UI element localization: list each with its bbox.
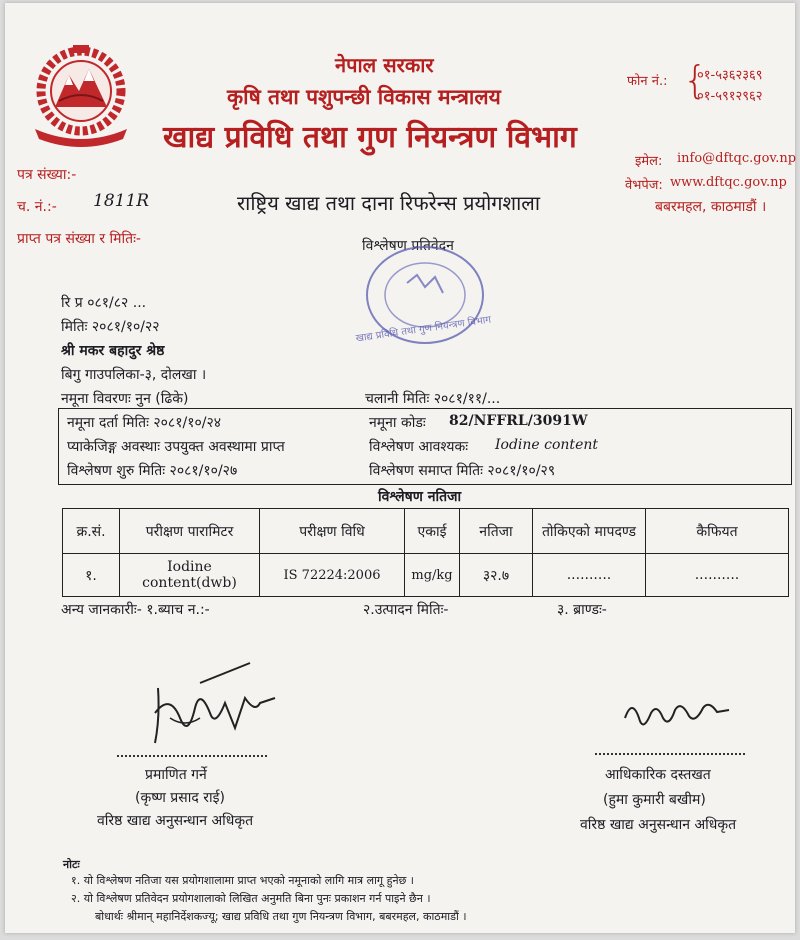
results-header-row bbox=[63, 509, 789, 554]
column-header: एकाई bbox=[405, 509, 460, 554]
results-table bbox=[62, 508, 789, 597]
lab-name: राष्ट्रिय खाद्य तथा दाना रिफरेन्स प्रयोगशाला bbox=[237, 191, 541, 215]
packaging-state: प्याकेजिङ्ग अवस्थाः उपयुक्त अवस्थामा प्राप्त bbox=[67, 439, 285, 455]
office-address: बबरमहल, काठमाडौं । bbox=[655, 199, 767, 215]
left-signer-role: प्रमाणित गर्ने bbox=[145, 767, 207, 783]
sample-description: नमूना विवरणः नुन (ढिके) bbox=[61, 391, 189, 407]
email-link[interactable]: info@dftqc.gov.np bbox=[677, 151, 797, 166]
column-header: कैफियत bbox=[646, 509, 789, 554]
column-header: तोकिएको मापदण्ड bbox=[533, 509, 646, 554]
recipient-name: श्री मकर बहादुर श्रेष्ठ bbox=[61, 343, 165, 359]
table-cell: IS 72224:2006 bbox=[260, 554, 405, 597]
cc-line: बोधार्थः श्रीमान् महानिर्देशकज्यू; खाद्य प्रविधि तथा गुण नियन्त्रण विभाग, बबरमहल, काठमाडौं । bbox=[95, 910, 467, 923]
other-info-batch: अन्य जानकारीः- १.ब्याच न.:- bbox=[61, 602, 210, 618]
right-signer-name: (हुमा कुमारी बखीम) bbox=[603, 792, 706, 808]
website-link[interactable]: www.dftqc.gov.np bbox=[670, 175, 787, 190]
sample-code-value: 82/NFFRL/3091W bbox=[449, 413, 588, 429]
analysis-start-date: विश्लेषण शुरु मितिः २०८१/१०/२७ bbox=[67, 463, 238, 479]
table-cell: mg/kg bbox=[405, 554, 460, 597]
website-label: वेभपेज: bbox=[625, 178, 663, 193]
dispatch-number-value: 1811R bbox=[93, 191, 150, 211]
nepal-government-emblem-icon bbox=[25, 39, 137, 151]
report-title: विश्लेषण प्रतिवेदन bbox=[362, 238, 454, 254]
table-cell: Iodine content(dwb) bbox=[120, 554, 260, 597]
seal-text: खाद्य प्रविधि तथा गुण नियन्त्रण विभाग bbox=[355, 314, 492, 345]
table-row bbox=[63, 554, 789, 597]
column-header: नतिजा bbox=[460, 509, 533, 554]
phone-brace-icon: { bbox=[683, 58, 708, 102]
analysis-end-date: विश्लेषण समाप्त मितिः २०८१/१०/२९ bbox=[369, 463, 556, 479]
dispatch-date: चलानी मितिः २०८१/११/... bbox=[365, 391, 501, 407]
results-title: विश्लेषण नतिजा bbox=[378, 489, 462, 505]
left-signature-icon bbox=[140, 658, 290, 753]
email-label: इमेल: bbox=[635, 154, 663, 169]
department-name: खाद्य प्रविधि तथा गुण नियन्त्रण विभाग bbox=[163, 120, 577, 155]
sample-code-label: नमूना कोडः bbox=[369, 415, 426, 431]
analysis-report-page bbox=[5, 3, 795, 933]
sample-info-box bbox=[58, 408, 792, 485]
ministry-name: कृषि तथा पशुपन्छी विकास मन्त्रालय bbox=[227, 85, 501, 109]
phone-number-2: ०१-५९१२९६२ bbox=[697, 89, 763, 104]
column-header: क्र.सं. bbox=[63, 509, 120, 554]
table-cell: .......... bbox=[533, 554, 646, 597]
other-info-manufacture-date: २.उत्पादन मितिः- bbox=[363, 602, 449, 618]
received-letter-label: प्राप्त पत्र संख्या र मितिः- bbox=[17, 231, 141, 247]
dispatch-number-label: च. नं.:- bbox=[17, 199, 57, 215]
reference-number: रि प्र ०८१/८२ ... bbox=[61, 295, 147, 311]
left-signer-title: वरिष्ठ खाद्य अनुसन्धान अधिकृत bbox=[97, 813, 254, 829]
right-signer-role: आधिकारिक दस्तखत bbox=[605, 767, 711, 783]
table-cell: ३२.७ bbox=[460, 554, 533, 597]
table-cell: १. bbox=[63, 554, 120, 597]
column-header: परीक्षण विधि bbox=[260, 509, 405, 554]
notes-heading: नोटः bbox=[63, 858, 80, 871]
table-cell: .......... bbox=[646, 554, 789, 597]
right-signer-title: वरिष्ठ खाद्य अनुसन्धान अधिकृत bbox=[580, 817, 737, 833]
phone-label: फोन नं.: bbox=[627, 74, 668, 89]
column-header: परीक्षण पारामिटर bbox=[120, 509, 260, 554]
left-signature-line bbox=[117, 755, 267, 757]
other-info-brand: ३. ब्राण्डः- bbox=[557, 602, 607, 618]
right-signature-icon bbox=[617, 688, 737, 748]
left-signer-name: (कृष्ण प्रसाद राई) bbox=[135, 790, 225, 806]
government-name: नेपाल सरकार bbox=[335, 53, 434, 77]
letter-number-label: पत्र संख्या:- bbox=[17, 167, 77, 183]
analysis-required-label: विश्लेषण आवश्यकः bbox=[369, 439, 469, 455]
analysis-required-value: Iodine content bbox=[495, 437, 598, 453]
recipient-address: बिगु गाउपलिका-३, दोलखा । bbox=[61, 367, 207, 383]
note-item: २. यो विश्लेषण प्रतिवेदन प्रयोगशालाको लिखित अनुमति बिना पुनः प्रकाशन गर्न पाइने छैन । bbox=[71, 892, 431, 905]
phone-number-1: ०१-५३६२३६९ bbox=[697, 68, 763, 83]
note-item: १. यो विश्लेषण नतिजा यस प्रयोगशालामा प्राप्त भएको नमूनाको लागि मात्र लागू हुनेछ । bbox=[71, 874, 414, 887]
sample-registration-date: नमूना दर्ता मितिः २०८१/१०/२४ bbox=[67, 415, 222, 431]
letter-date: मितिः २०८१/१०/२२ bbox=[61, 319, 160, 335]
right-signature-line bbox=[595, 753, 745, 755]
